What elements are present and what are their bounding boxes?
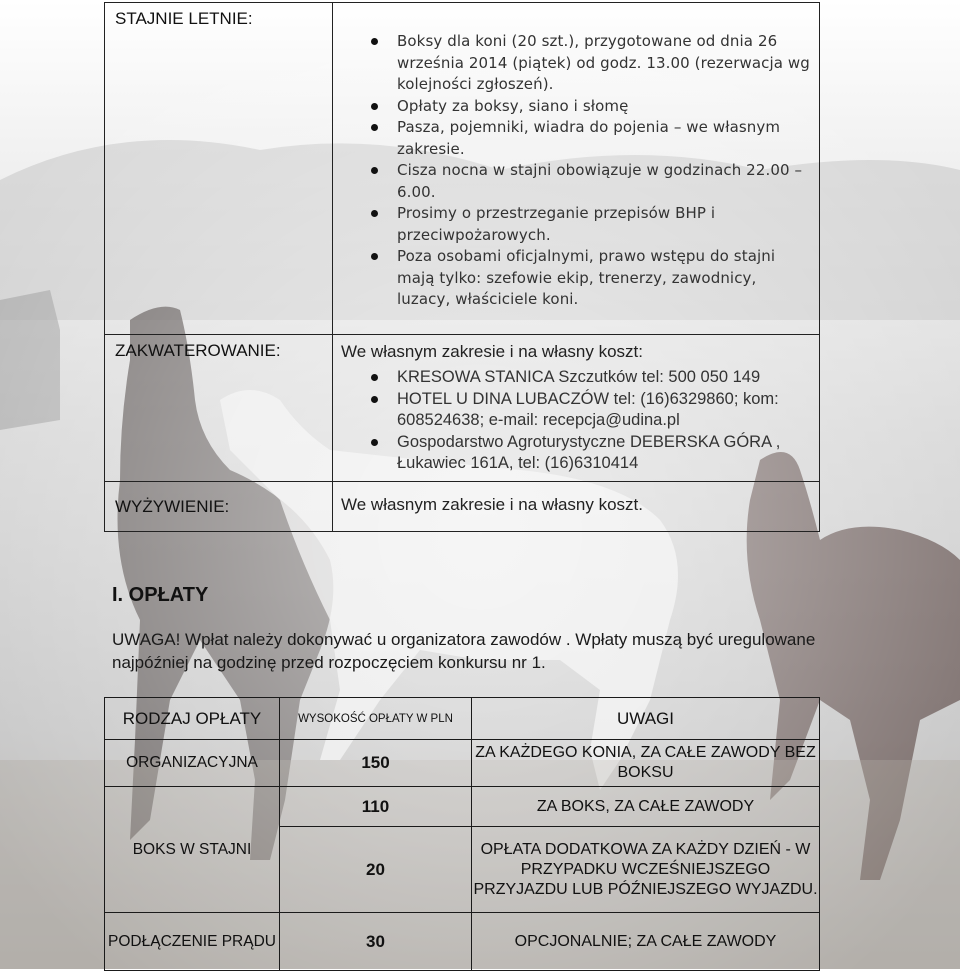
fee-type: BOKS W STAJNI bbox=[105, 787, 280, 913]
fee-note: ZA KAŻDEGO KONIA, ZA CAŁE ZAWODY BEZ BOKSU bbox=[472, 740, 820, 787]
fee-note: ZA BOKS, ZA CAŁE ZAWODY bbox=[472, 787, 820, 827]
list-item: HOTEL U DINA LUBACZÓW tel: (16)6329860; kom: 608524638; e-mail: recepcja@udina.pl bbox=[397, 389, 811, 432]
accommodation-content bbox=[333, 335, 820, 482]
schedule-table bbox=[104, 2, 820, 532]
accommodation-list bbox=[341, 367, 811, 475]
fee-amount: 20 bbox=[280, 827, 472, 913]
list-item: KRESOWA STANICA Szczutków tel: 500 050 149 bbox=[397, 367, 811, 389]
accommodation-row bbox=[105, 335, 820, 482]
fee-type: ORGANIZACYJNA bbox=[105, 740, 280, 787]
header-fee-type: RODZAJ OPŁATY bbox=[105, 698, 280, 740]
fee-amount: 30 bbox=[280, 913, 472, 971]
section-heading: I. OPŁATY bbox=[112, 584, 209, 606]
accommodation-intro: We własnym zakresie i na własny koszt: bbox=[341, 342, 644, 361]
fee-amount: 110 bbox=[280, 787, 472, 827]
list-item: Prosimy o przestrzeganie przepisów BHP i przeciwpożarowych. bbox=[397, 203, 811, 246]
list-item: Cisza nocna w stajni obowiązuje w godzinach 22.00 – 6.00. bbox=[397, 160, 811, 203]
catering-row bbox=[105, 482, 820, 532]
fee-type: PODŁĄCZENIE PRĄDU bbox=[105, 913, 280, 971]
fees-header-row bbox=[105, 698, 820, 740]
header-fee-amount: WYSOKOŚĆ OPŁATY W PLN bbox=[280, 698, 472, 740]
list-item: Boksy dla koni (20 szt.), przygotowane od dnia 26 września 2014 (piątek) od godz. 13.00 (rezerwacja wg kolejności zgłoszeń). bbox=[397, 31, 811, 96]
header-notes: UWAGI bbox=[472, 698, 820, 740]
fees-table bbox=[104, 697, 820, 971]
catering-label: WYŻYWIENIE: bbox=[105, 482, 333, 532]
list-item: Pasza, pojemniki, wiadra do pojenia – we własnym zakresie. bbox=[397, 117, 811, 160]
list-item: Gospodarstwo Agroturystyczne DEBERSKA GÓRA , Łukawiec 161A, tel: (16)6310414 bbox=[397, 432, 811, 475]
payment-warning: UWAGA! Wpłat należy dokonywać u organizatora zawodów . Wpłaty muszą być uregulowane najpóźniej na godzinę przed rozpoczęciem konkursu nr 1. bbox=[112, 630, 816, 672]
accommodation-label: ZAKWATEROWANIE: bbox=[105, 335, 333, 482]
fee-amount: 150 bbox=[280, 740, 472, 787]
table-row bbox=[105, 740, 820, 787]
stables-content bbox=[333, 3, 820, 335]
list-item: Opłaty za boksy, siano i słomę bbox=[397, 96, 811, 118]
table-row bbox=[105, 913, 820, 971]
fee-note: OPCJONALNIE; ZA CAŁE ZAWODY bbox=[472, 913, 820, 971]
catering-text: We własnym zakresie i na własny koszt. bbox=[341, 494, 644, 514]
list-item: Poza osobami oficjalnymi, prawo wstępu do stajni mają tylko: szefowie ekip, trenerzy, zawodnicy, luzacy, właściciele koni. bbox=[397, 246, 811, 311]
catering-content bbox=[333, 482, 820, 532]
fee-note: OPŁATA DODATKOWA ZA KAŻDY DZIEŃ - W PRZYPADKU WCZEŚNIEJSZEGO PRZYJAZDU LUB PÓŹNIEJSZEGO WYJAZDU. bbox=[472, 827, 820, 913]
stables-row bbox=[105, 3, 820, 335]
stables-list bbox=[341, 7, 811, 311]
stables-label: STAJNIE LETNIE: bbox=[105, 3, 333, 335]
table-row bbox=[105, 787, 820, 827]
